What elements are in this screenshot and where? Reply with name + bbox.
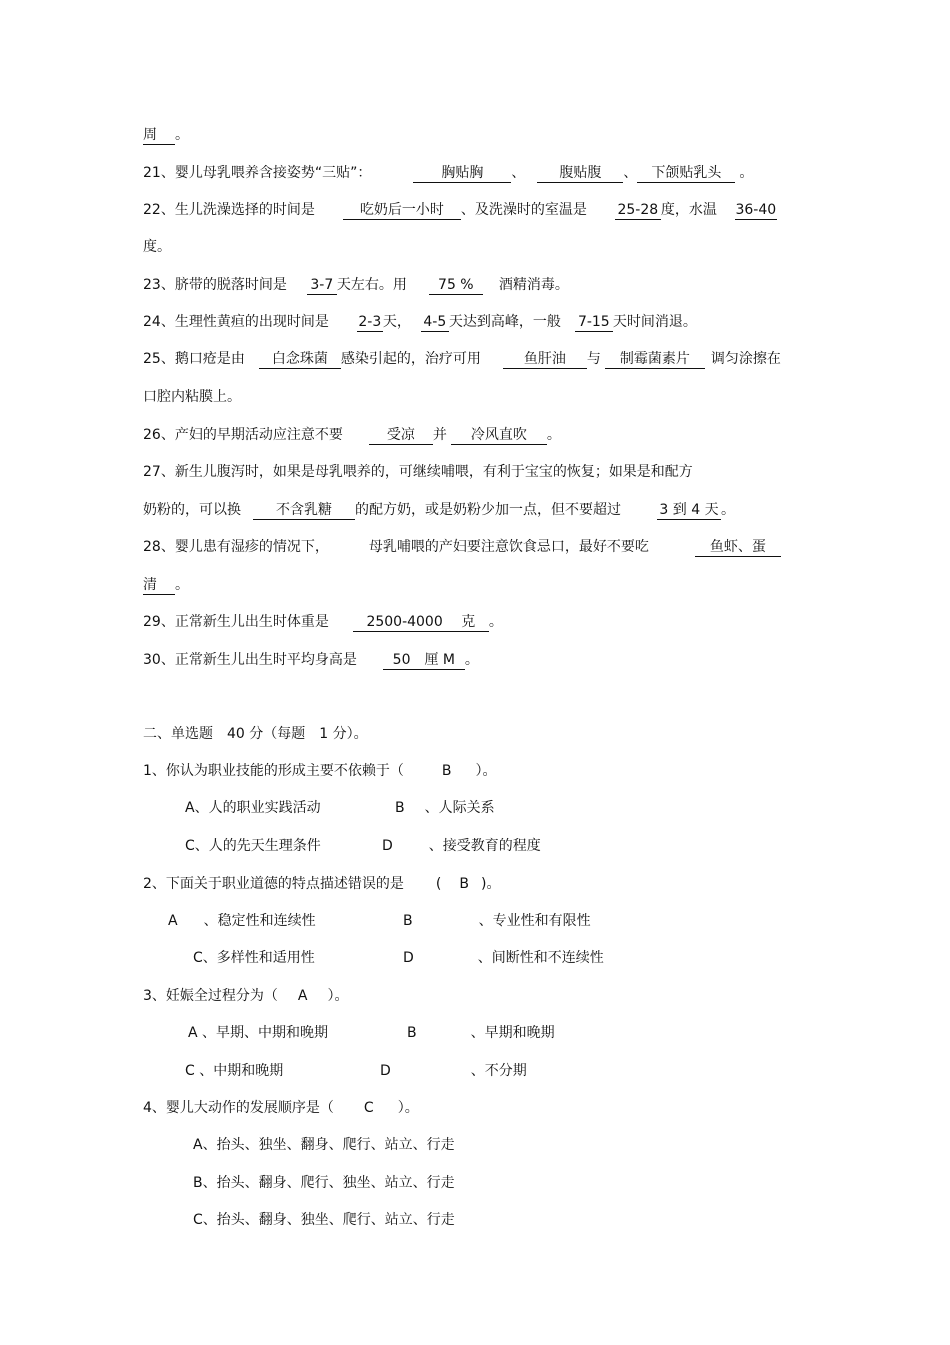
- mcq-4-option-a: A、抬头、独坐、翻身、爬行、站立、行走: [193, 1137, 455, 1153]
- question-26: 26、产妇的早期活动应注意不要 受凉 并 冷风直吹 。: [143, 427, 561, 443]
- mcq-3-option-c: C 、中期和晚期: [185, 1063, 284, 1079]
- question-27: 27、新生儿腹泻时，如果是母乳喂养的，可继续哺喂，有利于宝宝的恢复；如果是和配方: [143, 464, 693, 480]
- answer-blank: 鱼虾、蛋: [695, 538, 781, 557]
- answer-blank: 2-3: [358, 314, 382, 330]
- question-30: 30、正常新生儿出生时平均身高是 50 厘 M 。: [143, 652, 479, 668]
- answer-letter: B: [459, 876, 469, 892]
- question-22-cont: 度。: [143, 239, 171, 255]
- mcq-2-option-a: A 、稳定性和连续性: [168, 913, 316, 929]
- question-28-cont: 清 。: [143, 577, 189, 593]
- answer-blank: 36-40: [735, 202, 777, 218]
- answer-blank: 25-28: [615, 201, 661, 220]
- mcq-3-stem: 3、妊娠全过程分为（ A ）。: [143, 988, 349, 1004]
- answer-blank: 受凉: [369, 426, 433, 445]
- mcq-3-option-d: D 、不分期: [380, 1063, 527, 1079]
- answer-blank: 冷风直吹: [451, 426, 547, 445]
- mcq-1-option-b: B 、人际关系: [395, 800, 495, 816]
- mcq-2-option-d: D 、间断性和不连续性: [403, 950, 604, 966]
- q20-tail: 周 。: [143, 127, 189, 143]
- mcq-2-stem: 2、下面关于职业道德的特点描述错误的是 ( B )。: [143, 876, 501, 892]
- question-23: 23、脐带的脱落时间是 3-7 天左右。用 75 % 酒精消毒。: [143, 277, 569, 293]
- answer-letter: A: [297, 988, 308, 1004]
- question-24: 24、生理性黄疸的出现时间是 2-3 天， 4-5 天达到高峰，一般 7-15 天时间消退。: [143, 314, 697, 330]
- question-27-cont: 奶粉的，可以换 不含乳糖 的配方奶，或是奶粉少加一点，但不要超过 3 到 4 天 。: [143, 502, 735, 518]
- answer-letter: B: [441, 763, 452, 779]
- answer-blank: 吃奶后一小时: [343, 201, 461, 220]
- answer-blank: 胸贴胸: [413, 164, 511, 183]
- mcq-1-option-row: C、人的先天生理条件: [185, 838, 321, 854]
- mcq-4-stem: 4、婴儿大动作的发展顺序是（ C ）。: [143, 1100, 419, 1116]
- answer-blank: 7-15: [575, 313, 613, 332]
- question-25-cont: 口腔内粘膜上。: [143, 389, 241, 405]
- answer-blank: 4-5: [421, 313, 449, 332]
- section-heading: 二、单选题 40 分（每题 1 分）。: [143, 726, 368, 742]
- answer-blank: 白念珠菌: [259, 350, 341, 369]
- answer-blank: 75 %: [429, 276, 483, 295]
- mcq-4-option-b: B、抬头、翻身、爬行、独坐、站立、行走: [193, 1175, 455, 1191]
- question-21: 21、婴儿母乳喂养含接姿势“三贴”： 胸贴胸 、 腹贴腹 、 下颌贴乳头 。: [143, 165, 754, 181]
- answer-blank: 2500-4000 克: [353, 613, 489, 632]
- answer-blank: 50 厘 M: [383, 651, 465, 670]
- answer-blank: 3 到 4 天: [657, 501, 721, 520]
- mcq-4-option-c: C、抬头、翻身、独坐、爬行、站立、行走: [193, 1212, 455, 1228]
- answer-blank: 下颌贴乳头: [637, 164, 735, 183]
- mcq-2-option-c: C、多样性和适用性: [193, 950, 315, 966]
- answer-blank: 清: [143, 576, 175, 595]
- question-25: 25、鹅口疮是由 白念珠菌 感染引起的，治疗可用 鱼肝油 与 制霉菌素片 调匀涂擦在: [143, 351, 781, 367]
- mcq-1-option-d: D 、接受教育的程度: [382, 838, 541, 854]
- question-29: 29、正常新生儿出生时体重是 2500-4000 克 。: [143, 614, 503, 630]
- mcq-2-option-b: B 、专业性和有限性: [403, 913, 591, 929]
- answer-blank: 制霉菌素片: [605, 350, 705, 369]
- mcq-3-option-a: A 、早期、中期和晚期: [188, 1025, 329, 1041]
- answer-letter: C: [363, 1100, 374, 1116]
- question-22: 22、生儿洗澡选择的时间是 吃奶后一小时 、及洗澡时的室温是 25-28 度，水温 36-40: [143, 202, 777, 218]
- question-28: 28、婴儿患有湿疹的情况下， 母乳哺喂的产妇要注意饮食忌口，最好不要吃 鱼虾、蛋: [143, 537, 781, 557]
- answer-blank: 不含乳糖: [253, 501, 355, 520]
- answer-blank: 腹贴腹: [537, 164, 623, 183]
- mcq-3-option-b: B 、早期和晚期: [407, 1025, 555, 1041]
- answer-blank: 3-7: [307, 276, 337, 295]
- mcq-1-option-row: A、人的职业实践活动: [185, 800, 321, 816]
- answer-blank: 周: [143, 126, 175, 145]
- answer-blank: 鱼肝油: [503, 350, 587, 369]
- mcq-1-stem: 1、你认为职业技能的形成主要不依赖于（ B ）。: [143, 763, 497, 779]
